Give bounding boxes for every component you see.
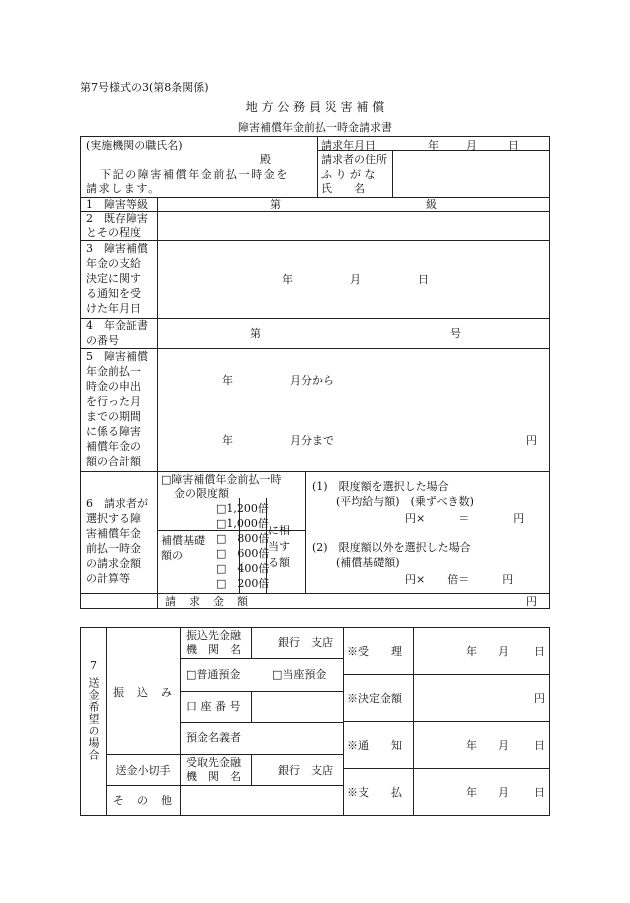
row5-from-year: 年 — [222, 374, 233, 387]
claimant-address-label: 請求者の住所 — [321, 153, 387, 166]
account-holder-label: 預金名義者 — [186, 731, 241, 744]
equivalent-label-1: に相 — [268, 524, 290, 537]
row5-yen: 円 — [526, 434, 537, 447]
form-number: 第7号様式の3(第8条関係) — [80, 81, 209, 94]
row6-label-2: 選択する障 — [86, 512, 141, 525]
current-deposit-checkbox[interactable]: □当座預金 — [272, 668, 327, 681]
section7-number: 7 — [90, 659, 97, 672]
claimant-furigana-label: ふ り が な — [321, 168, 376, 181]
addressee-label: (実施機関の職氏名) — [86, 139, 183, 152]
furikomi-label: 振 込 み — [113, 686, 173, 699]
section7-label: 送金希望の場合 — [87, 677, 100, 761]
other-label: そ の 他 — [113, 794, 173, 807]
row2-label-2: とその程度 — [86, 226, 141, 239]
received-day: 日 — [534, 645, 545, 658]
statement-line1: 下記の障害補償年金前払一時金を — [100, 168, 289, 181]
receiving-bank-label-2: 機 関 名 — [186, 770, 241, 783]
row5-label-6: に係る障害 — [86, 425, 141, 438]
form-title-line2: 障害補償年金前払一時金請求書 — [238, 121, 392, 134]
multiple-1200-checkbox[interactable]: □1,200倍 — [216, 502, 269, 515]
office-payment-label: ※支 払 — [347, 786, 402, 799]
multiple-200-checkbox[interactable]: □ 200倍 — [216, 577, 270, 590]
row6-label-5: の請求金額 — [86, 557, 141, 570]
form-title-line1: 地 方 公 務 員 災 害 補 償 — [245, 100, 385, 114]
row5-label-1: 5 障害補償 — [86, 350, 148, 363]
row6-label-6: の計算等 — [86, 572, 130, 585]
receiving-branch-text: 銀行 支店 — [278, 764, 333, 777]
notice-month: 月 — [498, 739, 509, 752]
row3-label-1: 3 障害補償 — [86, 242, 148, 255]
office-decided-amount-label: ※決定金額 — [347, 692, 402, 705]
remittance-check-label: 送金小切手 — [115, 764, 171, 777]
row4-label-2: の番号 — [86, 334, 119, 347]
multiple-1000-checkbox[interactable]: □1,000倍 — [216, 517, 269, 530]
decided-amount-yen: 円 — [534, 692, 545, 705]
option1-title: (1) 限度額を選択した場合 — [312, 480, 449, 493]
row5-label-4: を行った月 — [86, 395, 141, 408]
row6-label-4: 前払一時金 — [86, 542, 141, 555]
row5-label-5: までの期間 — [86, 410, 141, 423]
option2-subtitle: (補償基礎額) — [336, 556, 400, 569]
row1-kyu: 級 — [426, 198, 437, 211]
row4-go: 号 — [450, 327, 461, 340]
row3-day: 日 — [418, 273, 429, 286]
claim-amount-yen: 円 — [526, 595, 537, 608]
bank-branch-text: 銀行 支店 — [278, 636, 333, 649]
row4-dai: 第 — [250, 327, 261, 340]
bank-name-label-1: 振込先金融 — [186, 629, 241, 642]
row1-dai: 第 — [270, 198, 281, 211]
claim-date-label: 請求年月日 — [321, 139, 376, 152]
row3-month: 月 — [350, 273, 361, 286]
row3-year: 年 — [282, 273, 293, 286]
notice-year: 年 — [466, 739, 477, 752]
payment-day: 日 — [534, 786, 545, 799]
claim-amount-label: 請 求 金 額 — [165, 595, 249, 608]
receiving-bank-label-1: 受取先金融 — [186, 756, 241, 769]
multiple-800-checkbox[interactable]: □ 800倍 — [216, 532, 270, 545]
row5-label-7: 補償年金の — [86, 440, 141, 453]
office-received-label: ※受 理 — [347, 645, 402, 658]
limit-checkbox-label[interactable]: □障害補償年金前払一時 — [161, 473, 282, 486]
payment-year: 年 — [466, 786, 477, 799]
multiple-600-checkbox[interactable]: □ 600倍 — [216, 547, 270, 560]
office-notice-label: ※通 知 — [347, 739, 402, 752]
received-year: 年 — [466, 645, 477, 658]
row3-label-3: 決定に関す — [86, 272, 141, 285]
row3-label-4: る通知を受 — [86, 287, 141, 300]
row3-label-5: けた年月日 — [86, 302, 141, 315]
notice-day: 日 — [534, 739, 545, 752]
row5-label-2: 年金前払一 — [86, 365, 141, 378]
multiple-400-checkbox[interactable]: □ 400倍 — [216, 562, 270, 575]
row5-to-year: 年 — [222, 434, 233, 447]
option2-title: (2) 限度額以外を選択した場合 — [312, 541, 471, 554]
row5-from-month: 月分から — [290, 374, 334, 387]
row6-label-3: 害補償年金 — [86, 527, 141, 540]
option2-calc: 円× 倍＝ 円 — [405, 573, 514, 586]
claim-date-month: 月 — [466, 139, 477, 152]
option1-subtitle: (平均給与額) (乗ずべき数) — [336, 495, 474, 508]
base-amount-label-2: 額の — [161, 549, 183, 562]
row4-label-1: 4 年金証書 — [86, 319, 148, 332]
row6-label-1: 6 請求者が — [86, 497, 148, 510]
claimant-name-label: 氏 名 — [321, 182, 365, 195]
bank-name-label-2: 機 関 名 — [186, 643, 241, 656]
equivalent-label-3: る額 — [268, 556, 290, 569]
statement-line2: 請求します。 — [86, 182, 161, 195]
row2-label-1: 2 既存障害 — [86, 212, 148, 225]
equivalent-label-2: 当す — [268, 540, 290, 553]
addressee-honorific: 殿 — [260, 153, 271, 166]
payment-month: 月 — [498, 786, 509, 799]
row5-to-month: 月分まで — [290, 434, 334, 447]
limit-label-line2: 金の限度額 — [174, 487, 229, 500]
claim-date-day: 日 — [508, 139, 519, 152]
row5-label-3: 時金の申出 — [86, 380, 141, 393]
ordinary-deposit-checkbox[interactable]: □普通預金 — [186, 668, 241, 681]
received-month: 月 — [498, 645, 509, 658]
row1-label: 1 障害等級 — [86, 198, 148, 211]
claim-date-year: 年 — [428, 139, 439, 152]
option1-calc: 円× ＝ 円 — [405, 512, 525, 525]
row3-label-2: 年金の支給 — [86, 257, 141, 270]
base-amount-label-1: 補償基礎 — [161, 534, 205, 547]
row5-label-8: 額の合計額 — [86, 455, 141, 468]
account-number-label: 口 座 番 号 — [186, 700, 241, 713]
